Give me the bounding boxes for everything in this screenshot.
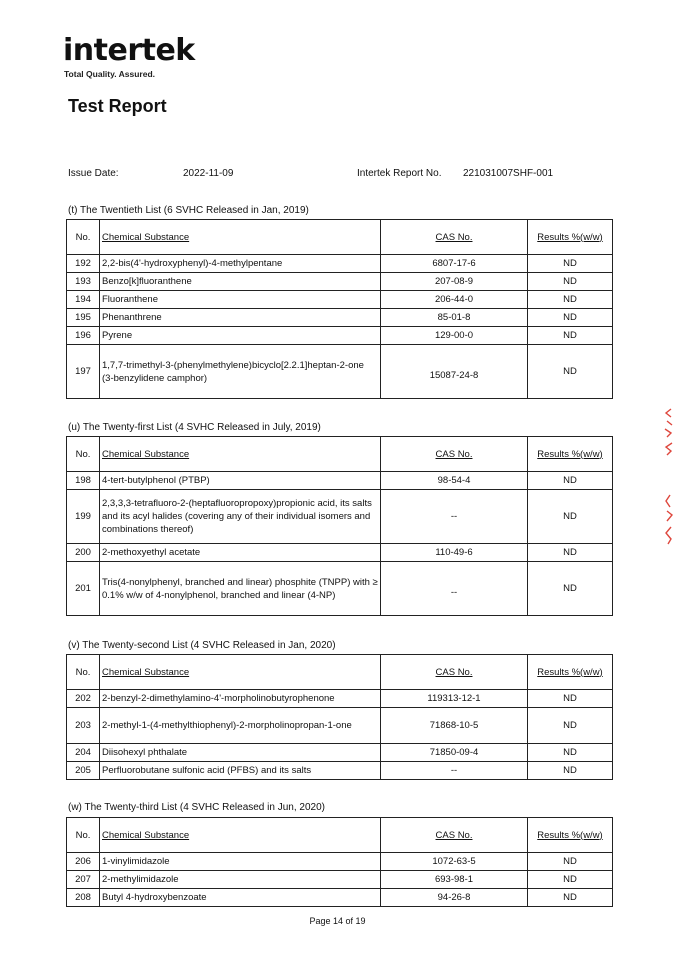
report-number-value: 221031007SHF-001 bbox=[463, 168, 554, 179]
row-cas: 71868-10-5 bbox=[381, 708, 528, 744]
row-substance: 2-methyl-1-(4-methylthiophenyl)-2-morpholinopropan-1-one bbox=[100, 708, 381, 744]
row-substance: Tris(4-nonylphenyl, branched and linear) phosphite (TNPP) with ≥ 0.1% w/w of 4-nonylphenol, branched and linear (4-NP) bbox=[100, 562, 381, 616]
col-cas-label: CAS No. bbox=[435, 666, 473, 678]
logo-wordmark: intertek bbox=[63, 33, 195, 68]
issue-date-value: 2022-11-09 bbox=[183, 168, 234, 179]
col-results-label: Results %(w/w) bbox=[537, 231, 603, 243]
row-result: ND bbox=[528, 327, 613, 345]
table-row bbox=[67, 345, 613, 399]
row-result: ND bbox=[528, 762, 613, 780]
svhc-table bbox=[66, 436, 613, 616]
row-no: 207 bbox=[67, 871, 100, 889]
row-result: ND bbox=[528, 291, 613, 309]
table-row bbox=[67, 562, 613, 616]
row-cas: 129-00-0 bbox=[381, 327, 528, 345]
row-substance: 2-benzyl-2-dimethylamino-4'-morpholinobutyrophenone bbox=[100, 690, 381, 708]
table-row bbox=[67, 255, 613, 273]
table-row bbox=[67, 544, 613, 562]
table-header-row bbox=[67, 818, 613, 853]
row-no: 192 bbox=[67, 255, 100, 273]
col-results-label: Results %(w/w) bbox=[537, 666, 603, 678]
row-substance: 2-methoxyethyl acetate bbox=[100, 544, 381, 562]
row-substance: 2-methylimidazole bbox=[100, 871, 381, 889]
row-substance: 2,2-bis(4'-hydroxyphenyl)-4-methylpentane bbox=[100, 255, 381, 273]
table-header-row bbox=[67, 655, 613, 690]
row-result: ND bbox=[528, 853, 613, 871]
row-substance: 1-vinylimidazole bbox=[100, 853, 381, 871]
row-result: ND bbox=[528, 345, 613, 399]
col-no-header: No. bbox=[67, 655, 100, 690]
col-cas-header bbox=[381, 220, 528, 255]
row-result: ND bbox=[528, 690, 613, 708]
row-result: ND bbox=[528, 255, 613, 273]
section-title: (u) The Twenty-first List (4 SVHC Released in July, 2019) bbox=[68, 422, 321, 433]
row-result: ND bbox=[528, 708, 613, 744]
section-title: (w) The Twenty-third List (4 SVHC Released in Jun, 2020) bbox=[68, 802, 325, 813]
row-result: ND bbox=[528, 562, 613, 616]
row-substance: Perfluorobutane sulfonic acid (PFBS) and its salts bbox=[100, 762, 381, 780]
col-results-label: Results %(w/w) bbox=[537, 829, 603, 841]
row-substance: 2,3,3,3-tetrafluoro-2-(heptafluoropropoxy)propionic acid, its salts and its acyl halides (covering any of their individual isomers and combinations thereof) bbox=[100, 490, 381, 544]
seal-stamp bbox=[657, 403, 675, 548]
logo-tagline: Total Quality. Assured. bbox=[64, 69, 155, 79]
row-result: ND bbox=[528, 309, 613, 327]
col-no-header: No. bbox=[67, 220, 100, 255]
table-row bbox=[67, 690, 613, 708]
col-cas-header bbox=[381, 818, 528, 853]
col-results-header bbox=[528, 437, 613, 472]
table-row bbox=[67, 472, 613, 490]
row-result: ND bbox=[528, 490, 613, 544]
page-title: Test Report bbox=[68, 96, 167, 116]
svhc-table bbox=[66, 654, 613, 780]
table-header-row bbox=[67, 220, 613, 255]
row-no: 194 bbox=[67, 291, 100, 309]
row-result: ND bbox=[528, 744, 613, 762]
svhc-table bbox=[66, 219, 613, 399]
row-result: ND bbox=[528, 889, 613, 907]
col-substance-header bbox=[100, 220, 381, 255]
row-no: 202 bbox=[67, 690, 100, 708]
row-substance: Fluoranthene bbox=[100, 291, 381, 309]
row-no: 203 bbox=[67, 708, 100, 744]
row-cas: 693-98-1 bbox=[381, 871, 528, 889]
table-row bbox=[67, 273, 613, 291]
row-substance: Diisohexyl phthalate bbox=[100, 744, 381, 762]
row-result: ND bbox=[528, 472, 613, 490]
row-cas: -- bbox=[381, 762, 528, 780]
row-no: 208 bbox=[67, 889, 100, 907]
row-substance: 4-tert-butylphenol (PTBP) bbox=[100, 472, 381, 490]
row-cas: 85-01-8 bbox=[381, 309, 528, 327]
row-substance: Phenanthrene bbox=[100, 309, 381, 327]
row-no: 199 bbox=[67, 490, 100, 544]
row-cas: 207-08-9 bbox=[381, 273, 528, 291]
col-substance-header bbox=[100, 437, 381, 472]
row-cas: -- bbox=[381, 562, 528, 616]
col-results-header bbox=[528, 220, 613, 255]
col-cas-label: CAS No. bbox=[435, 231, 473, 243]
row-result: ND bbox=[528, 273, 613, 291]
table-row bbox=[67, 309, 613, 327]
page-number: Page 14 of 19 bbox=[309, 916, 366, 926]
row-cas: 6807-17-6 bbox=[381, 255, 528, 273]
row-no: 204 bbox=[67, 744, 100, 762]
col-results-header bbox=[528, 818, 613, 853]
table-header-row bbox=[67, 437, 613, 472]
col-results-header bbox=[528, 655, 613, 690]
row-cas: 98-54-4 bbox=[381, 472, 528, 490]
row-no: 193 bbox=[67, 273, 100, 291]
table-row bbox=[67, 762, 613, 780]
table-row bbox=[67, 708, 613, 744]
issue-date-label: Issue Date: bbox=[68, 168, 119, 179]
row-substance: 1,7,7-trimethyl-3-(phenylmethylene)bicyclo[2.2.1]heptan-2-one (3-benzylidene camphor) bbox=[100, 345, 381, 399]
row-cas: 110-49-6 bbox=[381, 544, 528, 562]
col-cas-header bbox=[381, 655, 528, 690]
col-substance-header bbox=[100, 818, 381, 853]
col-substance-header bbox=[100, 655, 381, 690]
row-substance: Benzo[k]fluoranthene bbox=[100, 273, 381, 291]
row-no: 198 bbox=[67, 472, 100, 490]
col-substance-label: Chemical Substance bbox=[102, 666, 190, 678]
row-no: 205 bbox=[67, 762, 100, 780]
intertek-logo bbox=[63, 33, 195, 79]
row-cas: 119313-12-1 bbox=[381, 690, 528, 708]
row-substance: Butyl 4-hydroxybenzoate bbox=[100, 889, 381, 907]
row-cas: 71850-09-4 bbox=[381, 744, 528, 762]
row-cas: 15087-24-8 bbox=[381, 345, 528, 399]
row-substance: Pyrene bbox=[100, 327, 381, 345]
row-no: 196 bbox=[67, 327, 100, 345]
row-result: ND bbox=[528, 871, 613, 889]
table-row bbox=[67, 853, 613, 871]
col-cas-header bbox=[381, 437, 528, 472]
col-substance-label: Chemical Substance bbox=[102, 231, 190, 243]
col-cas-label: CAS No. bbox=[435, 448, 473, 460]
table-row bbox=[67, 490, 613, 544]
row-cas: 1072-63-5 bbox=[381, 853, 528, 871]
svhc-table bbox=[66, 817, 613, 907]
row-result: ND bbox=[528, 544, 613, 562]
section-title: (v) The Twenty-second List (4 SVHC Released in Jan, 2020) bbox=[68, 640, 336, 651]
col-substance-label: Chemical Substance bbox=[102, 448, 190, 460]
table-row bbox=[67, 744, 613, 762]
col-no-header: No. bbox=[67, 437, 100, 472]
table-row bbox=[67, 327, 613, 345]
table-row bbox=[67, 291, 613, 309]
col-results-label: Results %(w/w) bbox=[537, 448, 603, 460]
row-cas: -- bbox=[381, 490, 528, 544]
col-cas-label: CAS No. bbox=[435, 829, 473, 841]
col-no-header: No. bbox=[67, 818, 100, 853]
section-title: (t) The Twentieth List (6 SVHC Released in Jan, 2019) bbox=[68, 205, 309, 216]
row-no: 206 bbox=[67, 853, 100, 871]
row-no: 200 bbox=[67, 544, 100, 562]
row-no: 201 bbox=[67, 562, 100, 616]
col-substance-label: Chemical Substance bbox=[102, 829, 190, 841]
row-cas: 206-44-0 bbox=[381, 291, 528, 309]
report-number-label: Intertek Report No. bbox=[357, 168, 442, 179]
table-row bbox=[67, 871, 613, 889]
row-no: 197 bbox=[67, 345, 100, 399]
table-row bbox=[67, 889, 613, 907]
row-no: 195 bbox=[67, 309, 100, 327]
row-cas: 94-26-8 bbox=[381, 889, 528, 907]
